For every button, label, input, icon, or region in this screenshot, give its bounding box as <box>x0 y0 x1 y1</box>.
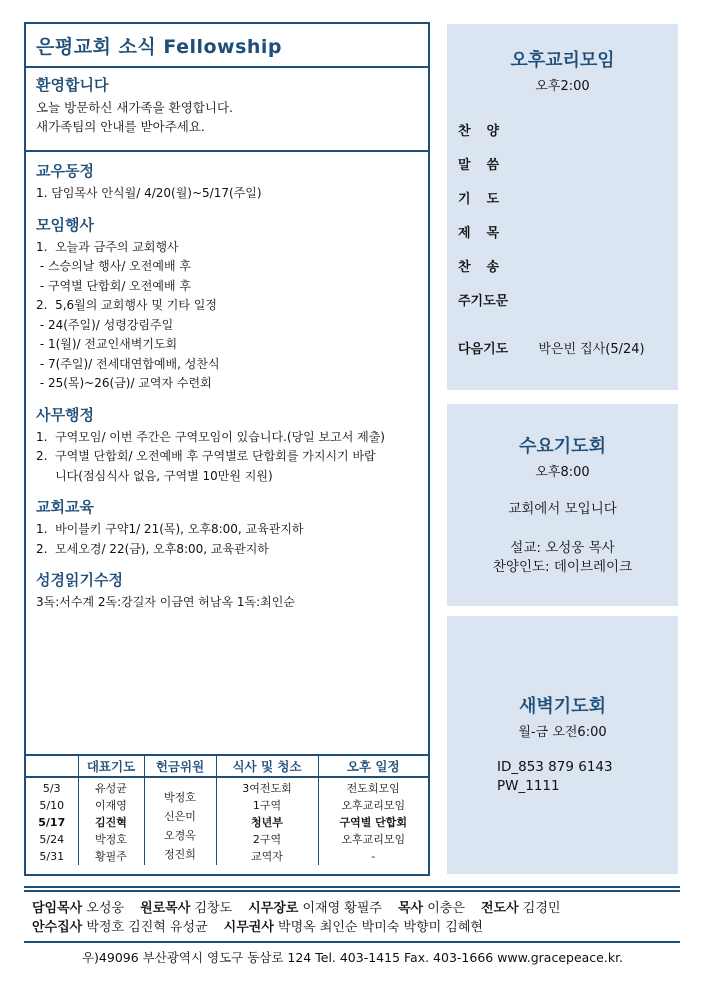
spacer <box>145 780 216 788</box>
table-cell: 정진희 <box>164 848 196 861</box>
table-cell: 유성균 <box>95 782 127 795</box>
table-cell: 박정호 <box>95 833 127 846</box>
section-line: 니다(점심식사 없음, 구역별 10만원 지원) <box>36 468 273 483</box>
welcome-line: 오늘 방문하신 새가족을 환영합니다. <box>36 100 234 115</box>
staff-role: 담임목사 <box>32 901 83 916</box>
table-cell: 전도회모임 <box>346 782 400 795</box>
staff-role: 안수집사 <box>32 920 83 935</box>
table-cell: 5/24 <box>39 833 65 846</box>
section-heading: 성경읽기수정 <box>36 571 123 589</box>
staff-role: 시무장로 <box>248 901 299 916</box>
table-cell: 교역자 <box>251 850 283 863</box>
table-cell: 오후교리모임 <box>341 833 406 846</box>
duty-col-offering <box>144 777 216 865</box>
staff-names: 이재영 황필주 <box>302 901 382 916</box>
section-heading: 교우동정 <box>36 162 94 180</box>
staff-entry <box>481 901 561 916</box>
program-item: 주기도문 <box>458 294 509 309</box>
title-bar <box>26 24 428 68</box>
duty-header: 헌금위원 <box>144 756 216 777</box>
afternoon-meeting-time: 오후2:00 <box>535 79 590 94</box>
zoom-id: ID_853 879 6143 <box>497 759 613 775</box>
footer-rule-top-2 <box>24 890 680 892</box>
table-cell: 오후교리모임 <box>341 799 406 812</box>
table-cell: - <box>371 850 376 863</box>
church-address: 우)49096 부산광역시 영도구 동삼로 124 Tel. 403-1415 Fax. 403-1666 www.gracepeace.kr. <box>81 950 624 965</box>
staff-entry <box>224 920 483 935</box>
duty-header: 대표기도 <box>78 756 144 777</box>
news-sections <box>26 152 428 613</box>
afternoon-meeting-title: 오후교리모임 <box>510 50 615 71</box>
section-line: 3독:서수계 2독:강길자 이금연 허남옥 1독:최인순 <box>36 595 295 609</box>
staff-role: 시무권사 <box>223 920 274 935</box>
table-cell: 신은미 <box>164 810 196 823</box>
staff-entry <box>32 901 124 916</box>
dawn-title: 새벽기도회 <box>519 696 606 717</box>
duty-table <box>26 756 428 865</box>
staff-line-2 <box>32 918 499 937</box>
section-line: 2. 구역별 단합회/ 오전예배 후 구역별로 단합회를 가지시기 바랍 <box>36 449 376 463</box>
table-cell: 이재영 <box>95 799 127 812</box>
table-cell: 5/17 <box>38 816 66 829</box>
next-prayer-value: 박은빈 집사(5/24) <box>538 342 645 357</box>
table-cell: 5/3 <box>42 782 61 795</box>
duty-table-area <box>26 754 428 874</box>
section-line: 1. 바이블키 구약1/ 21(목), 오후8:00, 교육관지하 <box>36 522 304 536</box>
staff-entry <box>32 920 208 935</box>
program-item: 기도 <box>458 192 516 207</box>
section-line: - 스승의날 행사/ 오전예배 후 <box>36 259 191 273</box>
duty-col-meal <box>216 777 318 865</box>
news-panel <box>24 22 430 876</box>
duty-header: 식사 및 청소 <box>216 756 318 777</box>
table-cell: 김진혁 <box>95 816 127 829</box>
table-cell: 청년부 <box>251 816 283 829</box>
program-item: 말씀 <box>458 158 516 173</box>
dawn-prayer-box <box>447 616 678 874</box>
wednesday-prayer-box <box>447 404 678 606</box>
section-line: - 1(월)/ 전교인새벽기도회 <box>36 337 178 351</box>
duty-col-afternoon <box>318 777 428 865</box>
section-heading: 모임행사 <box>36 215 94 234</box>
zoom-pw: PW_1111 <box>497 778 560 794</box>
table-cell: 황필주 <box>95 850 127 863</box>
table-cell: 5/31 <box>39 850 65 863</box>
staff-names: 이충은 <box>427 901 465 916</box>
section-line: 1. 구역모임/ 이번 주간은 구역모임이 있습니다.(당일 보고서 제출) <box>36 429 385 444</box>
table-cell: 5/10 <box>39 799 65 812</box>
next-prayer <box>458 338 645 357</box>
duty-col-prayer <box>78 777 144 865</box>
section-line: 2. 5,6월의 교회행사 및 기타 일정 <box>36 298 217 312</box>
table-cell: 3여전도회 <box>242 782 292 795</box>
staff-role: 전도사 <box>480 901 519 916</box>
section-heading: 사무행정 <box>36 405 94 424</box>
section-line: - 24(주일)/ 성령강림주일 <box>36 317 174 332</box>
next-prayer-label: 다음기도 <box>458 342 509 357</box>
section-line: 1. 담임목사 안식월/ 4/20(월)~5/17(주일) <box>36 186 262 200</box>
duty-col-dates <box>26 777 78 865</box>
wednesday-place: 교회에서 모입니다 <box>508 501 617 517</box>
staff-names: 김창도 <box>194 901 233 916</box>
staff-line-1 <box>32 899 576 918</box>
staff-names: 오성웅 <box>86 901 125 916</box>
staff-entry <box>140 901 232 916</box>
staff-names: 김경민 <box>522 901 561 916</box>
page-title: 은평교회 소식 Fellowship <box>36 36 283 58</box>
staff-role: 원로목사 <box>140 901 191 916</box>
welcome-line: 새가족팀의 안내를 받아주세요. <box>36 119 205 134</box>
footer-rule-bottom <box>24 941 680 943</box>
wednesday-worship: 찬양인도: 데이브레이크 <box>492 559 633 575</box>
section-line: 2. 모세오경/ 22(금), 오후8:00, 교육관지하 <box>36 541 269 556</box>
section-line: - 구역별 단합회/ 오전예배 후 <box>36 278 191 293</box>
zoom-info <box>497 758 678 796</box>
welcome-section <box>26 68 428 152</box>
table-cell: 2구역 <box>252 833 282 846</box>
staff-entry <box>248 901 382 916</box>
program-item: 제목 <box>458 226 516 241</box>
table-cell: 구역별 단합회 <box>339 816 408 829</box>
table-cell: 오경옥 <box>164 829 196 842</box>
welcome-heading: 환영합니다 <box>36 76 109 94</box>
duty-header <box>26 756 78 777</box>
program-item: 찬양 <box>458 124 516 139</box>
table-cell: 박정호 <box>164 791 196 804</box>
staff-entry <box>398 901 465 916</box>
staff-names: 박명옥 최인순 박미숙 박향미 김혜현 <box>278 920 483 935</box>
wednesday-title: 수요기도회 <box>519 436 606 457</box>
staff-role: 목사 <box>397 901 424 916</box>
wednesday-sermon: 설교: 오성웅 목사 <box>510 540 615 556</box>
section-heading: 교회교육 <box>36 498 94 516</box>
staff-names: 박정호 김진혁 유성균 <box>86 920 208 935</box>
dawn-time: 월-금 오전6:00 <box>518 725 607 740</box>
section-line: - 25(목)~26(금)/ 교역자 수련회 <box>36 376 212 390</box>
footer-rule-top <box>24 886 680 888</box>
section-line: 1. 오늘과 금주의 교회행사 <box>36 239 179 254</box>
duty-header: 오후 일정 <box>318 756 428 777</box>
section-line: - 7(주일)/ 전세대연합예배, 성찬식 <box>36 356 220 371</box>
table-cell: 1구역 <box>252 799 282 812</box>
program-item: 찬송 <box>458 260 516 275</box>
afternoon-meeting-box <box>447 24 678 390</box>
wednesday-time: 오후8:00 <box>535 465 590 480</box>
